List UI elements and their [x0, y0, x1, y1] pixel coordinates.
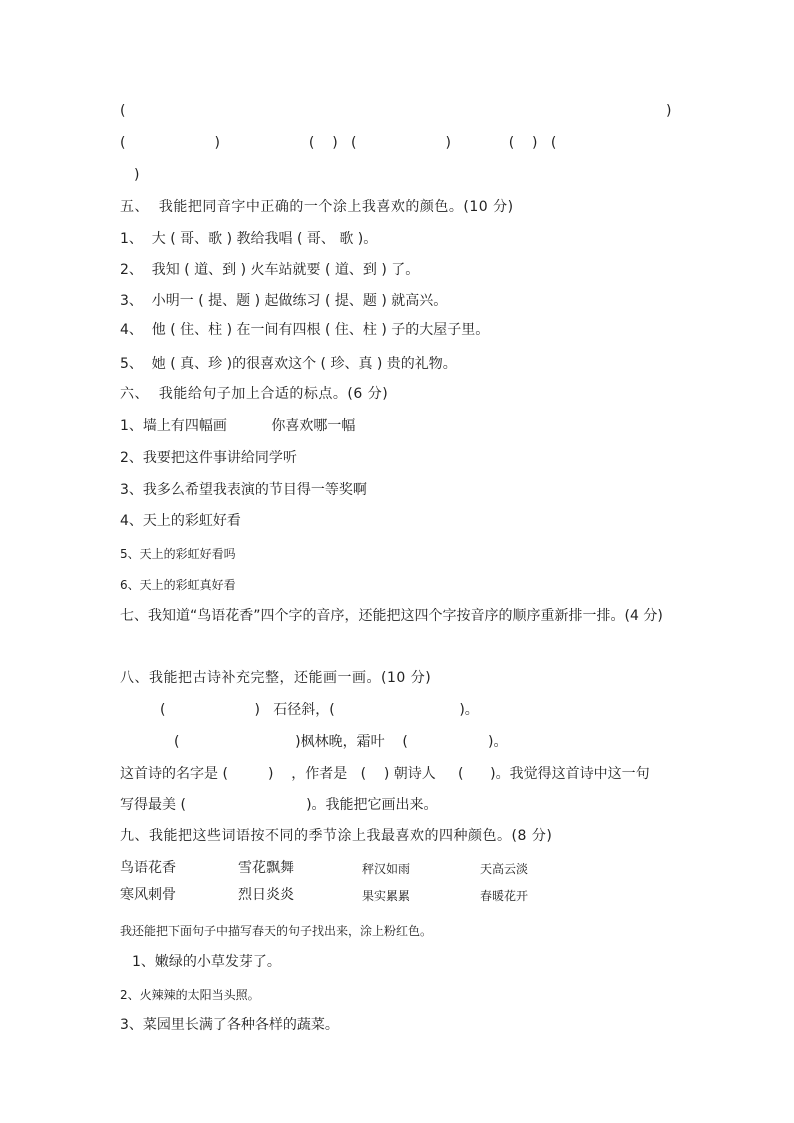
s6-item-1: 1、墙上有四幅画 你喜欢哪一幅	[120, 418, 356, 434]
s6-item-3: 3、我多么希望我表演的节目得一等奖啊	[120, 482, 367, 498]
season-word: 春暖花开	[480, 889, 529, 903]
poem-line-2: ( )枫林晚，霜叶 ( )。	[174, 734, 508, 750]
season-word: 秤汉如雨	[362, 862, 411, 876]
s5-item-4: 4、 他 ( 住、柱 ) 在一间有四根 ( 住、柱 ) 子的大屋子里。	[120, 322, 490, 338]
section-9-heading: 九、我能把这些词语按不同的季节涂上我最喜欢的四种颜色。(8 分)	[120, 828, 553, 844]
s9-item-2: 2、火辣辣的太阳当头照。	[120, 988, 260, 1002]
blank-open-paren: (	[120, 103, 126, 119]
poem-question-2: 写得最美 ( )。我能把它画出来。	[120, 797, 438, 813]
season-word: 烈日炎炎	[238, 887, 294, 903]
s5-item-3: 3、 小明一 ( 提、题 ) 起做练习 ( 提、题 ) 就高兴。	[120, 293, 448, 309]
section-7-heading: 七、我知道“鸟语花香”四个字的音序，还能把这四个字按音序的顺序重新排一排。(4 分)	[120, 608, 663, 624]
season-word: 寒风刺骨	[120, 887, 176, 903]
s9-item-1: 1、嫩绿的小草发芽了。	[132, 954, 281, 970]
season-word: 天高云淡	[480, 862, 529, 876]
s5-item-5: 5、 她 ( 真、珍 )的很喜欢这个 ( 珍、真 ) 贵的礼物。	[120, 356, 457, 372]
s5-item-2: 2、 我知 ( 道、到 ) 火车站就要 ( 道、到 ) 了。	[120, 262, 420, 278]
season-word: 鸟语花香	[120, 860, 176, 876]
section-8-heading: 八、我能把古诗补充完整，还能画一画。(10 分)	[120, 670, 432, 686]
season-word: 雪花飘舞	[238, 860, 294, 876]
blank-row-2: ( ) ( ) ( ) ( ) (	[120, 135, 557, 151]
spring-sentence-instruction: 我还能把下面句子中描写春天的句子找出来，涂上粉红色。	[120, 924, 433, 938]
section-5-heading: 五、 我能把同音字中正确的一个涂上我喜欢的颜色。(10 分)	[120, 199, 514, 215]
s6-item-6: 6、天上的彩虹真好看	[120, 578, 236, 592]
s6-item-5: 5、天上的彩虹好看吗	[120, 547, 236, 561]
poem-line-1: ( ) 石径斜，( )。	[160, 702, 479, 718]
section-6-heading: 六、 我能给句子加上合适的标点。(6 分)	[120, 386, 389, 402]
poem-question-1: 这首诗的名字是 ( ) ，作者是 ( ) 朝诗人 ( )。我觉得这首诗中这一句	[120, 766, 650, 782]
s6-item-2: 2、我要把这件事讲给同学听	[120, 450, 297, 466]
s5-item-1: 1、 大 ( 哥、歌 ) 教给我唱 ( 哥、 歌 )。	[120, 231, 378, 247]
s9-item-3: 3、菜园里长满了各种各样的蔬菜。	[120, 1017, 339, 1033]
blank-close-paren: )	[666, 103, 672, 119]
s6-item-4: 4、天上的彩虹好看	[120, 513, 241, 529]
season-word: 果实累累	[362, 889, 411, 903]
blank-row-3: )	[134, 167, 140, 183]
